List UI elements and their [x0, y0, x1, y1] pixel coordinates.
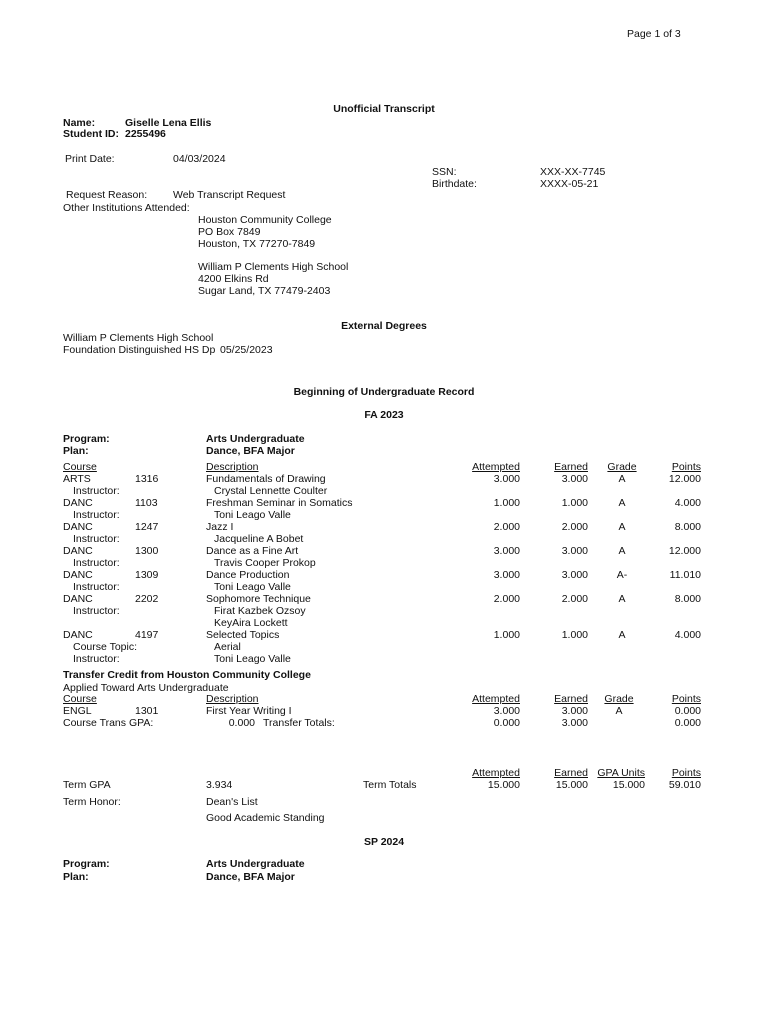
header-description: Description	[206, 693, 259, 705]
course-earned: 2.000	[561, 521, 588, 533]
course-attempted: 3.000	[493, 545, 520, 557]
plan: Dance, BFA Major	[206, 445, 295, 457]
course-number: 1103	[135, 497, 158, 509]
plan-label: Plan:	[63, 871, 89, 883]
course-earned: 3.000	[561, 705, 588, 717]
totals-header-earned: Earned	[554, 767, 588, 779]
term-total-points: 59.010	[668, 779, 701, 791]
term-gpa: 3.934	[206, 779, 233, 791]
course-points: 8.000	[674, 521, 701, 533]
term-gpa-label: Term GPA	[63, 779, 111, 791]
header-attempted: Attempted	[472, 693, 520, 705]
course-points: 8.000	[674, 593, 701, 605]
external-degrees-heading: External Degrees	[341, 320, 427, 332]
course-description: Freshman Seminar in Somatics	[206, 497, 353, 509]
transfer-totals-label: Transfer Totals:	[263, 717, 335, 729]
course-points: 0.000	[674, 705, 701, 717]
course-points: 4.000	[674, 497, 701, 509]
student-name: Giselle Lena Ellis	[125, 117, 212, 129]
plan-label: Plan:	[63, 445, 89, 457]
degree-name: Foundation Distinguished HS Dp	[63, 344, 216, 356]
birthdate-label: Birthdate:	[432, 178, 477, 190]
course-number: 1309	[135, 569, 159, 581]
ssn: XXX-XX-7745	[540, 166, 606, 178]
totals-header-attempted: Attempted	[472, 767, 520, 779]
totals-header-points: Points	[671, 767, 701, 779]
course-attempted: 3.000	[493, 569, 520, 581]
course-attempted: 2.000	[493, 593, 520, 605]
course-grade: A	[618, 521, 626, 533]
course-description: First Year Writing I	[206, 705, 292, 717]
term-total-attempted: 15.000	[487, 779, 520, 791]
course-grade: A	[615, 705, 623, 717]
term-honor: Dean's List	[206, 796, 258, 808]
course-subject: DANC	[63, 629, 93, 641]
course-grade: A	[618, 473, 626, 485]
other-institutions-label: Other Institutions Attended:	[63, 202, 190, 214]
course-grade: A	[618, 593, 626, 605]
trans-gpa: 0.000	[228, 717, 255, 729]
course-number: 1300	[135, 545, 159, 557]
transfer-totals-earned: 3.000	[561, 717, 588, 729]
header-earned: Earned	[554, 693, 588, 705]
degree-date: 05/25/2023	[220, 344, 273, 356]
course-attempted: 1.000	[493, 497, 520, 509]
institution-city: Sugar Land, TX 77479-2403	[198, 285, 331, 297]
instructor-name: Toni Leago Valle	[214, 509, 291, 521]
header-earned: Earned	[554, 461, 588, 473]
course-attempted: 2.000	[493, 521, 520, 533]
course-number: 1247	[135, 521, 159, 533]
totals-header-gpa-units: GPA Units	[597, 767, 645, 779]
page-indicator: Page 1 of 3	[627, 28, 681, 40]
student-id: 2255496	[125, 128, 166, 140]
request-reason-label: Request Reason:	[66, 189, 148, 201]
academic-standing: Good Academic Standing	[206, 812, 325, 824]
course-earned: 1.000	[561, 497, 588, 509]
instructor-name: Crystal Lennette Coulter	[214, 485, 328, 497]
course-earned: 3.000	[561, 569, 588, 581]
institution-address: 4200 Elkins Rd	[198, 273, 269, 285]
instructor-name: Jacqueline A Bobet	[214, 533, 304, 545]
header-course: Course	[63, 461, 97, 473]
instructor-name: Toni Leago Valle	[214, 581, 291, 593]
course-subject: DANC	[63, 569, 93, 581]
course-number: 1316	[135, 473, 159, 485]
record-heading: Beginning of Undergraduate Record	[293, 386, 475, 398]
course-subject: DANC	[63, 497, 93, 509]
term-name: FA 2023	[364, 409, 404, 421]
print-date: 04/03/2024	[173, 153, 226, 165]
course-points: 12.000	[668, 473, 701, 485]
instructor-name: KeyAira Lockett	[214, 617, 288, 629]
degree-school: William P Clements High School	[63, 332, 214, 344]
birthdate: XXXX-05-21	[540, 178, 599, 190]
course-grade: A	[618, 545, 626, 557]
course-points: 4.000	[674, 629, 701, 641]
print-date-label: Print Date:	[65, 153, 115, 165]
transfer-applied: Applied Toward Arts Undergraduate	[63, 682, 229, 694]
header-course: Course	[63, 693, 97, 705]
course-attempted: 3.000	[493, 473, 520, 485]
course-attempted: 3.000	[493, 705, 520, 717]
course-earned: 3.000	[561, 545, 588, 557]
instructor-label: Instructor:	[73, 509, 120, 521]
header-description: Description	[206, 461, 259, 473]
header-grade: Grade	[604, 693, 634, 705]
header-attempted: Attempted	[472, 461, 520, 473]
transfer-totals-points: 0.000	[674, 717, 701, 729]
course-description: Dance Production	[206, 569, 290, 581]
course-number: 2202	[135, 593, 159, 605]
transfer-totals-attempted: 0.000	[493, 717, 520, 729]
trans-gpa-label: Course Trans GPA:	[63, 717, 154, 729]
course-earned: 2.000	[561, 593, 588, 605]
course-topic-label: Course Topic:	[73, 641, 138, 653]
instructor-label: Instructor:	[73, 581, 120, 593]
course-grade: A-	[616, 569, 628, 581]
course-earned: 3.000	[561, 473, 588, 485]
instructor-name: Travis Cooper Prokop	[214, 557, 316, 569]
institution-name: William P Clements High School	[198, 261, 349, 273]
term-name: SP 2024	[363, 836, 405, 848]
course-attempted: 1.000	[493, 629, 520, 641]
course-subject: DANC	[63, 521, 93, 533]
page-title: Unofficial Transcript	[333, 103, 435, 115]
course-earned: 1.000	[561, 629, 588, 641]
instructor-label: Instructor:	[73, 533, 120, 545]
term-total-gpa-units: 15.000	[612, 779, 645, 791]
instructor-name: Firat Kazbek Ozsoy	[214, 605, 306, 617]
program: Arts Undergraduate	[206, 858, 305, 870]
request-reason: Web Transcript Request	[173, 189, 286, 201]
student-id-label: Student ID:	[63, 128, 119, 140]
header-points: Points	[671, 461, 701, 473]
course-grade: A	[618, 629, 626, 641]
transfer-heading: Transfer Credit from Houston Community College	[63, 669, 311, 681]
course-description: Dance as a Fine Art	[206, 545, 299, 557]
program-label: Program:	[63, 433, 110, 445]
instructor-label: Instructor:	[73, 557, 120, 569]
course-subject: DANC	[63, 593, 93, 605]
ssn-label: SSN:	[432, 166, 457, 178]
institution-address: PO Box 7849	[198, 226, 261, 238]
instructor-name: Toni Leago Valle	[214, 653, 291, 665]
course-description: Jazz I	[206, 521, 234, 533]
term-totals-label: Term Totals	[363, 779, 417, 791]
header-points: Points	[671, 693, 701, 705]
course-description: Fundamentals of Drawing	[206, 473, 326, 485]
program: Arts Undergraduate	[206, 433, 305, 445]
term-total-earned: 15.000	[555, 779, 588, 791]
course-description: Sophomore Technique	[206, 593, 311, 605]
course-points: 11.010	[669, 569, 701, 581]
course-number: 4197	[135, 629, 159, 641]
instructor-label: Instructor:	[73, 485, 120, 497]
name-label: Name:	[63, 117, 96, 129]
course-subject: ENGL	[63, 705, 92, 717]
program-label: Program:	[63, 858, 110, 870]
term-honor-label: Term Honor:	[63, 796, 121, 808]
plan: Dance, BFA Major	[206, 871, 295, 883]
institution-city: Houston, TX 77270-7849	[198, 238, 316, 250]
header-grade: Grade	[607, 461, 637, 473]
course-number: 1301	[135, 705, 159, 717]
course-subject: ARTS	[63, 473, 91, 485]
course-grade: A	[618, 497, 626, 509]
course-points: 12.000	[668, 545, 701, 557]
course-subject: DANC	[63, 545, 93, 557]
instructor-label: Instructor:	[73, 653, 120, 665]
instructor-label: Instructor:	[73, 605, 120, 617]
institution-name: Houston Community College	[198, 214, 332, 226]
course-topic: Aerial	[214, 641, 241, 653]
course-description: Selected Topics	[206, 629, 280, 641]
